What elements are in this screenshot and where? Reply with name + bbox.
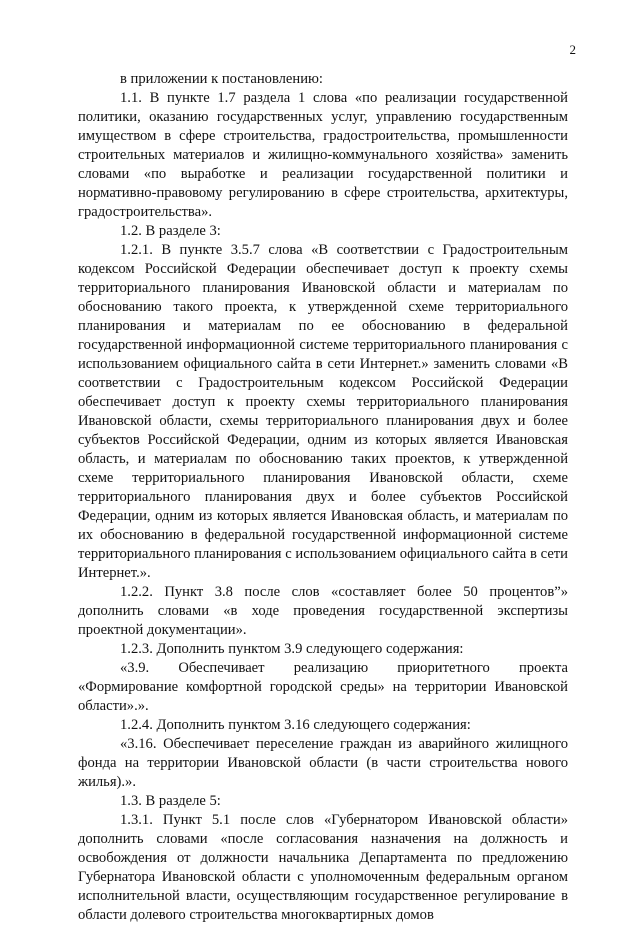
paragraph-1-3-1: 1.3.1. Пункт 5.1 после слов «Губернатором Ивановской области» дополнить словами «после согласования назначения на должность и освобождения от должности начальника Департамента по предложению Губернатора Ивановской области с уполномоченным федеральным органом исполнительной власти, осуществляющим государственное регулирование в области долевого строительства многоквартирных домов [78,812,568,923]
paragraph-1-2-2: 1.2.2. Пункт 3.8 после слов «составляет более 50 процентов”» дополнить словами «в ходе проведения государственной экспертизы проектной документации». [78,584,568,638]
paragraph-3-16: «3.16. Обеспечивает переселение граждан из аварийного жилищного фонда на территории Ивановской области (в части строительства нового жилья).». [78,736,568,790]
paragraph-1-2: 1.2. В разделе 3: [120,223,221,239]
paragraph-1-2-3: 1.2.3. Дополнить пунктом 3.9 следующего содержания: [120,641,464,657]
paragraph-1-2-1: 1.2.1. В пункте 3.5.7 слова «В соответствии с Градостроительным кодексом Российской Федерации обеспечивает доступ к проекту схемы территориального планирования Ивановской области и материалам по обоснованию такого проекта, к утвержденной схеме территориального планирования и материалам по ее обоснованию в федеральной государственной информационной системе территориального планирования с использованием официального сайта в сети Интернет.» заменить словами «В соответствии с Градостроительным кодексом Российской Федерации обеспечивает доступ к проекту схемы территориального планирования Ивановской области, схемы территориального планирования двух и более субъектов Российской Федерации, одним из которых является Ивановская область, и материалам по обоснованию таких проектов, к утвержденной схеме территориального планирования Ивановской области, схеме территориального планирования двух и более субъектов Российской Федерации, одним из которых является Ивановская область, и материалам по их обоснованию в федеральной государственной информационной системе территориального планирования с использованием официального сайта в сети Интернет.». [78,242,568,581]
paragraph-1-1: 1.1. В пункте 1.7 раздела 1 слова «по реализации государственной политики, оказанию государственных услуг, управлению государственным имуществом в сфере строительства, градостроительства, промышленности строительных материалов и жилищно-коммунального хозяйства» заменить словами «по выработке и реализации государственной политики и нормативно-правовому регулированию в сфере строительства, архитектуры, градостроительства». [78,90,568,220]
paragraph-3-9: «3.9. Обеспечивает реализацию приоритетного проекта «Формирование комфортной городской среды» на территории Ивановской области».». [78,660,568,714]
paragraph-1-2-4: 1.2.4. Дополнить пунктом 3.16 следующего содержания: [120,717,471,733]
document-body [78,70,568,925]
paragraph-1-3: 1.3. В разделе 5: [120,793,221,809]
page-number: 2 [569,42,576,57]
paragraph-intro: в приложении к постановлению: [120,71,323,87]
